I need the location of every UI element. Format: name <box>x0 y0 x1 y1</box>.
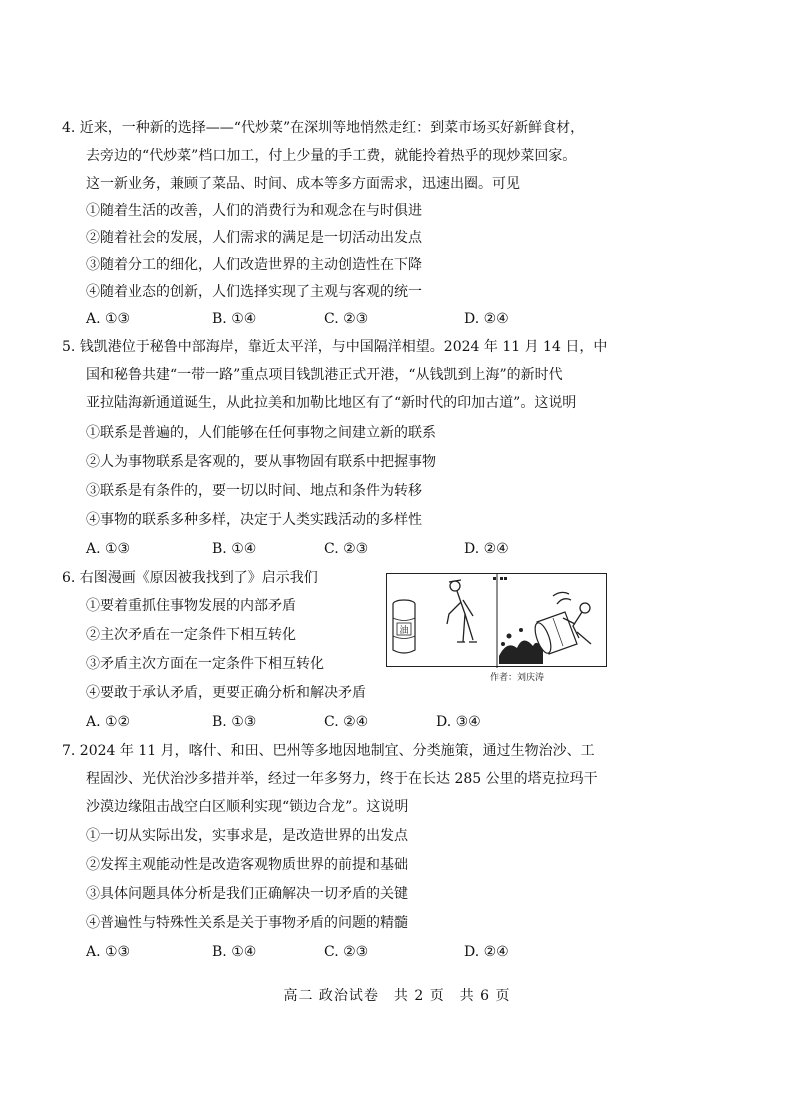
question-6-option-4: ④要敢于承认矛盾，更要正确分析和解决矛盾 <box>86 685 366 701</box>
question-7-option-3: ③具体问题具体分析是我们正确解决一切矛盾的关键 <box>86 886 408 902</box>
question-7-stem-line-3: 沙漠边缘阻击战空白区顺利实现“锁边合龙”。这说明 <box>86 799 409 815</box>
question-4-stem-line-3: 这一新业务，兼顾了菜品、时间、成本等多方面需求，迅速出圈。可见 <box>86 176 520 192</box>
cartoon-author: 作者：刘庆涛 <box>490 673 545 683</box>
question-4-stem-line-1: 4. 近来，一种新的选择——“代炒菜”在深圳等地悄然走红：到菜市场买好新鲜食材， <box>62 120 585 136</box>
question-7-stem-line-2: 程固沙、光伏治沙多措并举，经过一年多努力，终于在长达 285 公里的塔克拉玛干 <box>86 771 598 787</box>
choice-d: D. ②④ <box>464 944 509 960</box>
question-7-option-1: ①一切从实际出发，实事求是，是改造世界的出发点 <box>86 828 408 844</box>
question-6-option-3: ③矛盾主次方面在一定条件下相互转化 <box>86 656 324 672</box>
choice-b: B. ①④ <box>212 541 257 557</box>
page-footer: 高二 政治试卷 共 2 页 共 6 页 <box>283 988 511 1004</box>
choice-a: A. ①③ <box>86 541 131 557</box>
question-4-stem-line-2: 去旁边的“代炒菜”档口加工，付上少量的手工费，就能拎着热乎的现炒菜回家。 <box>86 148 577 164</box>
question-4-option-4: ④随着业态的创新，人们选择实现了主观与客观的统一 <box>86 284 422 300</box>
choice-c: C. ②④ <box>324 714 369 730</box>
choice-a: A. ①③ <box>86 944 131 960</box>
question-4-option-2: ②随着社会的发展，人们需求的满足是一切活动出发点 <box>86 230 422 246</box>
question-7-option-2: ②发挥主观能动性是改造客观物质世界的前提和基础 <box>86 857 408 873</box>
question-6-stem-line-1: 6. 右图漫画《原因被我找到了》启示我们 <box>62 570 318 586</box>
question-5-option-3: ③联系是有条件的，要一切以时间、地点和条件为转移 <box>86 483 422 499</box>
choice-c: C. ②③ <box>324 311 369 327</box>
question-5-option-2: ②人为事物联系是客观的，要从事物固有联系中把握事物 <box>86 454 436 470</box>
question-4-option-3: ③随着分工的细化，人们改造世界的主动创造性在下降 <box>86 257 422 273</box>
question-6-option-1: ①要着重抓住事物发展的内部矛盾 <box>86 598 296 614</box>
question-5-stem-line-2: 国和秘鲁共建“一带一路”重点项目钱凯港正式开港，“从钱凯到上海”的新时代 <box>86 367 563 383</box>
question-6-choices <box>86 713 606 731</box>
choice-c: C. ②③ <box>324 944 369 960</box>
choice-a: A. ①③ <box>86 311 131 327</box>
question-7-option-4: ④普遍性与特殊性关系是关于事物矛盾的问题的精髓 <box>86 915 408 931</box>
choice-b: B. ①④ <box>212 944 257 960</box>
choice-d: D. ②④ <box>464 311 509 327</box>
searching-person-icon <box>447 580 477 642</box>
choice-d: D. ③④ <box>436 714 481 730</box>
question-7-choices <box>86 943 606 961</box>
question-5-stem-line-1: 5. 钱凯港位于秘鲁中部海岸，靠近太平洋，与中国隔洋相望。2024 年 11 月 14 日，中 <box>62 339 608 355</box>
barrel-label: 油 <box>399 626 409 636</box>
question-5-choices <box>86 540 606 558</box>
cartoon-drawing <box>387 574 608 668</box>
question-5-option-4: ④事物的联系多种多样，决定于人类实践活动的多样性 <box>86 512 422 528</box>
question-6-option-2: ②主次矛盾在一定条件下相互转化 <box>86 627 296 643</box>
cartoon-illustration <box>386 573 607 667</box>
question-7-stem-line-1: 7. 2024 年 11 月，喀什、和田、巴州等多地因地制宜、分类施策，通过生物治沙、工 <box>62 743 595 759</box>
choice-d: D. ②④ <box>464 541 509 557</box>
question-5-stem-line-3: 亚拉陆海新通道诞生，从此拉美和加勒比地区有了“新时代的印加古道”。这说明 <box>86 395 577 411</box>
choice-b: B. ①④ <box>212 311 257 327</box>
choice-c: C. ②③ <box>324 541 369 557</box>
question-5-option-1: ①联系是普遍的，人们能够在任何事物之间建立新的联系 <box>86 425 436 441</box>
question-4-choices <box>86 310 606 328</box>
choice-a: A. ①② <box>86 714 131 730</box>
choice-b: B. ①③ <box>212 714 257 730</box>
question-4-option-1: ①随着生活的改善，人们的消费行为和观念在与时俱进 <box>86 203 422 219</box>
